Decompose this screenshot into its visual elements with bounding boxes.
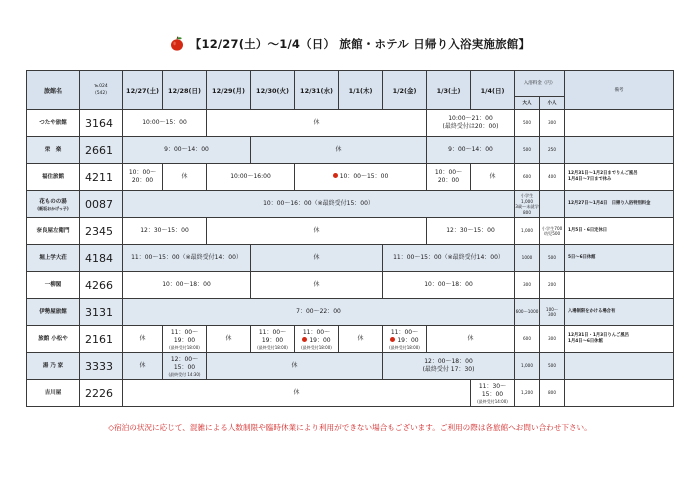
phone-number: 0087: [80, 191, 123, 218]
child-fee: 200: [540, 272, 565, 299]
table-row: [27, 191, 674, 218]
adult-fee: 1,200: [515, 380, 540, 407]
adult-fee: 1,000: [515, 353, 540, 380]
header-day: 1/3(土): [427, 71, 471, 110]
phone-number: 2226: [80, 380, 123, 407]
phone-number: 3131: [80, 299, 123, 326]
ryokan-name: 旅館 小松や: [27, 326, 80, 353]
hours-cell: 9：00～14：00: [427, 137, 515, 164]
phone-number: 4266: [80, 272, 123, 299]
adult-fee: 500: [515, 110, 540, 137]
header-day: 12/31(水): [295, 71, 339, 110]
header-phone: ℡024 (542): [80, 71, 123, 110]
hours-cell: 10：00～16：00（※最終受付15：00）: [123, 191, 515, 218]
ryokan-name: 奈良屋左衛門: [27, 218, 80, 245]
ryokan-name: 湯 乃 家: [27, 353, 80, 380]
note-cell: [565, 272, 674, 299]
hours-cell: 12：00～18：00 (最終受付 17：30): [383, 353, 515, 380]
closed-cell: 休: [123, 380, 471, 407]
hours-cell: 7：00～22：00: [123, 299, 515, 326]
hours-cell: 11：00～ 19：00 (最終受付18:00): [295, 326, 339, 353]
ryokan-name: 堀上学大荘: [27, 245, 80, 272]
apple-icon: [390, 337, 395, 342]
hours-cell: 9：00～14：00: [123, 137, 251, 164]
phone-number: 4184: [80, 245, 123, 272]
header-day: 1/1(木): [339, 71, 383, 110]
notice-text: ◇宿泊の状況に応じて、混雑による人数制限や臨時休業により利用ができない場合もございます。ご利用の際は各旅館へお問い合わせ下さい。: [108, 423, 592, 432]
note-cell: [565, 353, 674, 380]
note-cell: 入場制限をかける場合有: [565, 299, 674, 326]
closed-cell: 休: [471, 164, 515, 191]
phone-number: 3164: [80, 110, 123, 137]
note-cell: [565, 110, 674, 137]
bathing-schedule-table: [26, 70, 674, 407]
table-row: [27, 218, 674, 245]
header-day: 1/2(金): [383, 71, 427, 110]
hours-cell: 12：30～15：00: [123, 218, 207, 245]
hours-cell: 12：30～15：00: [427, 218, 515, 245]
note-cell: 12月31日・1月3日りんご風呂 1月4日～6日休館: [565, 326, 674, 353]
header-fee: 入浴料金（円）: [515, 71, 565, 97]
closed-cell: 休: [207, 353, 383, 380]
header-day: 12/30(火): [251, 71, 295, 110]
child-fee: 500: [540, 245, 565, 272]
header-day: 12/28(日): [163, 71, 207, 110]
adult-fee: 300: [515, 272, 540, 299]
page-title: [0, 36, 700, 52]
hours-cell: 10：00～15：00: [295, 164, 427, 191]
table-row: [27, 137, 674, 164]
table-row: [27, 164, 674, 191]
table-row: [27, 380, 674, 407]
adult-fee: 600～1000: [515, 299, 540, 326]
table-row: [27, 110, 674, 137]
child-fee: 800: [540, 380, 565, 407]
closed-cell: 休: [251, 272, 383, 299]
hours-cell: 11：00～15：00（※最終受付14：00）: [123, 245, 251, 272]
header-day: 12/29(月): [207, 71, 251, 110]
header-child: 小人: [540, 97, 565, 110]
header-day: 12/27(土): [123, 71, 163, 110]
closed-cell: 休: [427, 326, 515, 353]
hours-cell: 10:00～16:00: [207, 164, 295, 191]
table-row: [27, 299, 674, 326]
title-text: 【12/27(土）～1/4（日） 旅館・ホテル 日帰り入浴実施旅館】: [189, 37, 531, 51]
child-fee: 250: [540, 137, 565, 164]
child-fee: 300: [540, 110, 565, 137]
closed-cell: 休: [163, 164, 207, 191]
header-name: 旅館名: [27, 71, 80, 110]
note-cell: [565, 137, 674, 164]
header-day: 1/4(日): [471, 71, 515, 110]
adult-fee: 小学生1,000 3歳～未就学 800: [515, 191, 540, 218]
child-fee: 400: [540, 164, 565, 191]
child-fee: 100～ 300: [540, 299, 565, 326]
closed-cell: 休: [251, 245, 383, 272]
header-row: [27, 71, 674, 97]
ryokan-name: 一柳閣: [27, 272, 80, 299]
note-cell: 12月31日～1月2日までりんご風呂 1月4日～7日まで休み: [565, 164, 674, 191]
hours-cell: 11：00～ 19：00 (最終受付18:00): [383, 326, 427, 353]
closed-cell: 休: [123, 326, 163, 353]
ryokan-name: 吉川屋: [27, 380, 80, 407]
child-fee: [540, 191, 565, 218]
apple-icon: [170, 36, 184, 51]
child-fee: 300: [540, 326, 565, 353]
closed-cell: 休: [207, 218, 427, 245]
ryokan-name: 伊勢屋旅館: [27, 299, 80, 326]
closed-cell: 休: [251, 137, 427, 164]
hours-cell: 12：00～ 15：00 (最終受付 14:30): [163, 353, 207, 380]
adult-fee: 1000: [515, 245, 540, 272]
adult-fee: 600: [515, 164, 540, 191]
header-adult: 大人: [515, 97, 540, 110]
hours-cell: 10：00～ 20：00: [123, 164, 163, 191]
note-cell: [565, 380, 674, 407]
adult-fee: 1,000: [515, 218, 540, 245]
hours-cell: 11：00～15：00（※最終受付14：00）: [383, 245, 515, 272]
hours-cell: 11：00～ 19：00 (最終受付18:00): [251, 326, 295, 353]
hours-cell: 10:00～15：00: [123, 110, 207, 137]
table-row: [27, 353, 674, 380]
note-cell: 12月27日～1月4日 日帰り入浴特別料金: [565, 191, 674, 218]
apple-icon: [333, 173, 338, 178]
header-note: 備考: [565, 71, 674, 110]
hours-cell: 10：00～18：00: [123, 272, 251, 299]
hours-cell: 10：00～ 20：00: [427, 164, 471, 191]
hours-cell: 11：30～ 15：00 (最終受付14:00): [471, 380, 515, 407]
table-row: [27, 272, 674, 299]
ryokan-name: 栄 楽: [27, 137, 80, 164]
closed-cell: 休: [123, 353, 163, 380]
ryokan-name: 福住旅館: [27, 164, 80, 191]
phone-number: 2345: [80, 218, 123, 245]
table-row: [27, 245, 674, 272]
hours-cell: 10:00～21：00 (最終受付は20：00): [427, 110, 515, 137]
note-cell: 5日～6日休館: [565, 245, 674, 272]
closed-cell: 休: [207, 326, 251, 353]
phone-number: 4211: [80, 164, 123, 191]
hours-cell: 10：00～18：00: [383, 272, 515, 299]
ryokan-name: つたや旅館: [27, 110, 80, 137]
adult-fee: 600: [515, 326, 540, 353]
apple-icon: [302, 337, 307, 342]
closed-cell: 休: [207, 110, 427, 137]
child-fee: 500: [540, 353, 565, 380]
hours-cell: 11：00～ 19：00 (最終受付18:00): [163, 326, 207, 353]
phone-number: 2661: [80, 137, 123, 164]
closed-cell: 休: [339, 326, 383, 353]
phone-number: 3333: [80, 353, 123, 380]
table-row: [27, 326, 674, 353]
note-cell: 1月5日・6日定休日: [565, 218, 674, 245]
ryokan-name: 花ものの湯 (飯坂おかげっ子): [27, 191, 80, 218]
child-fee: 小学生700 幼児500: [540, 218, 565, 245]
adult-fee: 500: [515, 137, 540, 164]
phone-number: 2161: [80, 326, 123, 353]
